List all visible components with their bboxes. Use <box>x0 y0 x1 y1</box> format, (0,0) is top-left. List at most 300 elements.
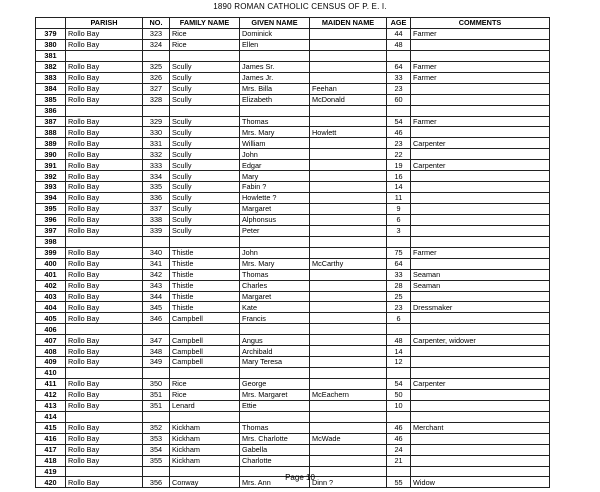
cell-age: 3 <box>387 225 411 236</box>
cell-number: 352 <box>143 422 170 433</box>
cell-line-number: 381 <box>36 50 66 61</box>
cell-parish <box>66 236 143 247</box>
table-row <box>36 379 550 390</box>
cell-age: 24 <box>387 444 411 455</box>
document-title: 1890 ROMAN CATHOLIC CENSUS OF P. E. I. <box>213 2 387 11</box>
cell-parish: Rollo Bay <box>66 346 143 357</box>
cell-line-number: 386 <box>36 105 66 116</box>
cell-family-name: Thistle <box>170 269 240 280</box>
cell-age <box>387 105 411 116</box>
cell-comments <box>411 214 550 225</box>
table-row <box>36 368 550 379</box>
cell-number: 342 <box>143 269 170 280</box>
cell-number <box>143 50 170 61</box>
cell-parish: Rollo Bay <box>66 269 143 280</box>
cell-parish <box>66 50 143 61</box>
cell-number: 350 <box>143 379 170 390</box>
cell-number: 338 <box>143 214 170 225</box>
column-header-comments: COMMENTS <box>411 18 550 29</box>
cell-given-name: Alphonsus <box>240 214 310 225</box>
cell-line-number: 404 <box>36 302 66 313</box>
cell-family-name: Scully <box>170 116 240 127</box>
table-row <box>36 258 550 269</box>
cell-comments: Farmer <box>411 72 550 83</box>
cell-given-name: Edgar <box>240 160 310 171</box>
cell-given-name: Gabella <box>240 444 310 455</box>
cell-family-name: Thistle <box>170 291 240 302</box>
cell-age: 60 <box>387 94 411 105</box>
cell-line-number: 416 <box>36 433 66 444</box>
cell-family-name: Thistle <box>170 247 240 258</box>
cell-line-number: 403 <box>36 291 66 302</box>
cell-number: 349 <box>143 357 170 368</box>
cell-given-name: Mrs. Ann <box>240 477 310 488</box>
cell-family-name: Campbell <box>170 335 240 346</box>
cell-line-number: 399 <box>36 247 66 258</box>
cell-comments <box>411 182 550 193</box>
cell-number: 344 <box>143 291 170 302</box>
cell-comments <box>411 444 550 455</box>
cell-line-number: 413 <box>36 400 66 411</box>
cell-maiden-name <box>310 400 387 411</box>
cell-maiden-name <box>310 236 387 247</box>
cell-comments <box>411 368 550 379</box>
cell-maiden-name: McCarthy <box>310 258 387 269</box>
cell-line-number: 418 <box>36 455 66 466</box>
table-row <box>36 83 550 94</box>
cell-number <box>143 411 170 422</box>
column-header-line-number <box>36 18 66 29</box>
cell-age: 28 <box>387 280 411 291</box>
cell-line-number: 417 <box>36 444 66 455</box>
cell-age: 12 <box>387 357 411 368</box>
cell-number: 336 <box>143 193 170 204</box>
cell-number: 324 <box>143 39 170 50</box>
cell-age <box>387 368 411 379</box>
cell-given-name <box>240 236 310 247</box>
cell-given-name: James Sr. <box>240 61 310 72</box>
cell-given-name: Thomas <box>240 422 310 433</box>
cell-line-number: 395 <box>36 204 66 215</box>
cell-comments: Farmer <box>411 29 550 40</box>
cell-parish <box>66 411 143 422</box>
cell-parish: Rollo Bay <box>66 116 143 127</box>
cell-maiden-name: Dinn ? <box>310 477 387 488</box>
cell-age: 54 <box>387 379 411 390</box>
cell-comments: Seaman <box>411 269 550 280</box>
cell-parish: Rollo Bay <box>66 149 143 160</box>
cell-comments: Dressmaker <box>411 302 550 313</box>
cell-maiden-name <box>310 116 387 127</box>
cell-parish: Rollo Bay <box>66 204 143 215</box>
cell-line-number: 391 <box>36 160 66 171</box>
cell-age: 21 <box>387 455 411 466</box>
cell-number <box>143 105 170 116</box>
cell-comments: Farmer <box>411 61 550 72</box>
cell-line-number: 414 <box>36 411 66 422</box>
cell-comments: Seaman <box>411 280 550 291</box>
cell-parish: Rollo Bay <box>66 302 143 313</box>
cell-number: 328 <box>143 94 170 105</box>
table-row <box>36 236 550 247</box>
cell-maiden-name: McEachern <box>310 389 387 400</box>
cell-comments: Carpenter, widower <box>411 335 550 346</box>
cell-comments <box>411 94 550 105</box>
column-header-given-name: GIVEN NAME <box>240 18 310 29</box>
cell-line-number: 408 <box>36 346 66 357</box>
column-header-number: NO. <box>143 18 170 29</box>
cell-maiden-name <box>310 193 387 204</box>
table-row <box>36 214 550 225</box>
cell-comments <box>411 455 550 466</box>
cell-family-name: Campbell <box>170 357 240 368</box>
table-row <box>36 182 550 193</box>
cell-maiden-name: Feehan <box>310 83 387 94</box>
cell-comments <box>411 400 550 411</box>
cell-given-name: John <box>240 247 310 258</box>
cell-given-name: Francis <box>240 313 310 324</box>
cell-maiden-name: McWade <box>310 433 387 444</box>
cell-comments <box>411 225 550 236</box>
cell-age: 64 <box>387 61 411 72</box>
cell-family-name <box>170 368 240 379</box>
cell-parish: Rollo Bay <box>66 160 143 171</box>
cell-family-name: Scully <box>170 225 240 236</box>
cell-comments: Carpenter <box>411 379 550 390</box>
cell-parish: Rollo Bay <box>66 455 143 466</box>
cell-age: 55 <box>387 477 411 488</box>
cell-given-name: Margaret <box>240 291 310 302</box>
cell-parish: Rollo Bay <box>66 291 143 302</box>
cell-age: 14 <box>387 346 411 357</box>
cell-maiden-name <box>310 346 387 357</box>
cell-line-number: 409 <box>36 357 66 368</box>
cell-line-number: 406 <box>36 324 66 335</box>
cell-given-name: Mary <box>240 171 310 182</box>
cell-family-name: Thistle <box>170 280 240 291</box>
cell-line-number: 394 <box>36 193 66 204</box>
cell-comments <box>411 411 550 422</box>
cell-line-number: 382 <box>36 61 66 72</box>
cell-parish <box>66 368 143 379</box>
cell-maiden-name <box>310 379 387 390</box>
cell-line-number: 419 <box>36 466 66 477</box>
cell-parish <box>66 324 143 335</box>
table-row <box>36 39 550 50</box>
cell-comments <box>411 50 550 61</box>
cell-age: 23 <box>387 138 411 149</box>
cell-age: 6 <box>387 313 411 324</box>
column-header-maiden-name: MAIDEN NAME <box>310 18 387 29</box>
cell-parish: Rollo Bay <box>66 29 143 40</box>
cell-family-name: Scully <box>170 182 240 193</box>
cell-parish: Rollo Bay <box>66 171 143 182</box>
cell-parish: Rollo Bay <box>66 379 143 390</box>
cell-age: 14 <box>387 182 411 193</box>
cell-parish <box>66 105 143 116</box>
cell-line-number: 385 <box>36 94 66 105</box>
cell-maiden-name <box>310 50 387 61</box>
cell-number: 345 <box>143 302 170 313</box>
cell-age: 46 <box>387 127 411 138</box>
cell-parish: Rollo Bay <box>66 138 143 149</box>
cell-given-name: Ettie <box>240 400 310 411</box>
table-row <box>36 127 550 138</box>
cell-family-name <box>170 324 240 335</box>
census-table <box>35 17 550 488</box>
cell-parish: Rollo Bay <box>66 433 143 444</box>
cell-given-name: Mrs. Margaret <box>240 389 310 400</box>
cell-line-number: 389 <box>36 138 66 149</box>
cell-number: 351 <box>143 389 170 400</box>
cell-number: 326 <box>143 72 170 83</box>
cell-line-number: 397 <box>36 225 66 236</box>
cell-number: 331 <box>143 138 170 149</box>
cell-number: 327 <box>143 83 170 94</box>
cell-maiden-name <box>310 214 387 225</box>
cell-number: 334 <box>143 171 170 182</box>
cell-number: 333 <box>143 160 170 171</box>
table-row <box>36 433 550 444</box>
cell-parish: Rollo Bay <box>66 422 143 433</box>
cell-given-name: Angus <box>240 335 310 346</box>
cell-given-name: Thomas <box>240 116 310 127</box>
cell-given-name <box>240 324 310 335</box>
cell-given-name: Dominick <box>240 29 310 40</box>
cell-number: 335 <box>143 182 170 193</box>
cell-line-number: 398 <box>36 236 66 247</box>
cell-maiden-name <box>310 368 387 379</box>
cell-maiden-name <box>310 455 387 466</box>
cell-family-name <box>170 105 240 116</box>
cell-age: 19 <box>387 160 411 171</box>
table-row <box>36 94 550 105</box>
cell-given-name <box>240 368 310 379</box>
table-row <box>36 280 550 291</box>
cell-family-name: Conway <box>170 477 240 488</box>
cell-comments <box>411 83 550 94</box>
table-row <box>36 29 550 40</box>
cell-parish: Rollo Bay <box>66 389 143 400</box>
cell-age: 25 <box>387 291 411 302</box>
cell-given-name: George <box>240 379 310 390</box>
cell-comments <box>411 291 550 302</box>
cell-maiden-name <box>310 313 387 324</box>
cell-age: 75 <box>387 247 411 258</box>
cell-age: 33 <box>387 269 411 280</box>
cell-age: 23 <box>387 302 411 313</box>
cell-given-name: Mrs. Charlotte <box>240 433 310 444</box>
cell-number: 329 <box>143 116 170 127</box>
cell-age: 50 <box>387 389 411 400</box>
cell-given-name <box>240 105 310 116</box>
table-row <box>36 455 550 466</box>
cell-line-number: 383 <box>36 72 66 83</box>
cell-age <box>387 324 411 335</box>
cell-line-number: 405 <box>36 313 66 324</box>
cell-age <box>387 411 411 422</box>
table-row <box>36 72 550 83</box>
cell-number <box>143 324 170 335</box>
cell-comments <box>411 346 550 357</box>
cell-maiden-name <box>310 138 387 149</box>
cell-maiden-name <box>310 39 387 50</box>
cell-age: 6 <box>387 214 411 225</box>
cell-family-name: Scully <box>170 171 240 182</box>
cell-family-name: Scully <box>170 160 240 171</box>
cell-maiden-name <box>310 149 387 160</box>
cell-parish: Rollo Bay <box>66 258 143 269</box>
cell-number: 356 <box>143 477 170 488</box>
cell-maiden-name <box>310 280 387 291</box>
cell-line-number: 412 <box>36 389 66 400</box>
cell-maiden-name <box>310 422 387 433</box>
cell-number: 325 <box>143 61 170 72</box>
cell-maiden-name <box>310 411 387 422</box>
page-number: Page 10 <box>285 473 315 482</box>
cell-family-name: Scully <box>170 83 240 94</box>
cell-number: 343 <box>143 280 170 291</box>
cell-age: 64 <box>387 258 411 269</box>
cell-number: 330 <box>143 127 170 138</box>
table-row <box>36 204 550 215</box>
cell-maiden-name <box>310 105 387 116</box>
cell-comments: Farmer <box>411 116 550 127</box>
cell-line-number: 401 <box>36 269 66 280</box>
cell-given-name: Archibald <box>240 346 310 357</box>
cell-number: 332 <box>143 149 170 160</box>
cell-age: 46 <box>387 422 411 433</box>
cell-given-name: Kate <box>240 302 310 313</box>
cell-family-name <box>170 411 240 422</box>
cell-number: 355 <box>143 455 170 466</box>
cell-age: 48 <box>387 39 411 50</box>
table-row <box>36 61 550 72</box>
cell-family-name: Scully <box>170 72 240 83</box>
cell-comments: Carpenter <box>411 160 550 171</box>
cell-maiden-name <box>310 324 387 335</box>
cell-number: 351 <box>143 400 170 411</box>
cell-maiden-name <box>310 291 387 302</box>
table-row <box>36 389 550 400</box>
table-row <box>36 105 550 116</box>
cell-given-name <box>240 50 310 61</box>
cell-maiden-name <box>310 335 387 346</box>
cell-family-name: Campbell <box>170 346 240 357</box>
cell-number: 337 <box>143 204 170 215</box>
table-row <box>36 400 550 411</box>
cell-parish: Rollo Bay <box>66 72 143 83</box>
table-row <box>36 149 550 160</box>
cell-age: 10 <box>387 400 411 411</box>
cell-comments <box>411 204 550 215</box>
cell-line-number: 402 <box>36 280 66 291</box>
table-header-row <box>36 18 550 29</box>
cell-maiden-name <box>310 182 387 193</box>
cell-age: 16 <box>387 171 411 182</box>
cell-given-name: Peter <box>240 225 310 236</box>
cell-comments: Widow <box>411 477 550 488</box>
table-row <box>36 171 550 182</box>
table-row <box>36 50 550 61</box>
cell-line-number: 400 <box>36 258 66 269</box>
cell-given-name: Fabin ? <box>240 182 310 193</box>
cell-line-number: 396 <box>36 214 66 225</box>
cell-parish: Rollo Bay <box>66 477 143 488</box>
cell-parish: Rollo Bay <box>66 247 143 258</box>
table-row <box>36 335 550 346</box>
cell-family-name: Thistle <box>170 302 240 313</box>
cell-number <box>143 236 170 247</box>
table-row <box>36 444 550 455</box>
table-row <box>36 193 550 204</box>
cell-comments: Carpenter <box>411 138 550 149</box>
table-row <box>36 225 550 236</box>
cell-number: 323 <box>143 29 170 40</box>
cell-maiden-name <box>310 269 387 280</box>
cell-line-number: 380 <box>36 39 66 50</box>
cell-comments: Farmer <box>411 247 550 258</box>
cell-age: 54 <box>387 116 411 127</box>
cell-maiden-name: McDonald <box>310 94 387 105</box>
cell-parish: Rollo Bay <box>66 94 143 105</box>
cell-comments <box>411 171 550 182</box>
cell-comments <box>411 357 550 368</box>
cell-line-number: 420 <box>36 477 66 488</box>
cell-family-name: Campbell <box>170 313 240 324</box>
cell-comments <box>411 258 550 269</box>
cell-family-name: Rice <box>170 39 240 50</box>
cell-line-number: 407 <box>36 335 66 346</box>
table-row <box>36 247 550 258</box>
cell-family-name: Kickham <box>170 444 240 455</box>
cell-maiden-name <box>310 72 387 83</box>
cell-family-name: Kickham <box>170 422 240 433</box>
cell-number: 354 <box>143 444 170 455</box>
cell-number <box>143 368 170 379</box>
cell-maiden-name <box>310 444 387 455</box>
cell-given-name: Howlette ? <box>240 193 310 204</box>
cell-age: 44 <box>387 29 411 40</box>
cell-given-name: Ellen <box>240 39 310 50</box>
cell-family-name: Scully <box>170 204 240 215</box>
cell-given-name: Thomas <box>240 269 310 280</box>
column-header-age: AGE <box>387 18 411 29</box>
cell-given-name: Charles <box>240 280 310 291</box>
cell-line-number: 387 <box>36 116 66 127</box>
cell-family-name <box>170 236 240 247</box>
cell-line-number: 415 <box>36 422 66 433</box>
cell-maiden-name <box>310 225 387 236</box>
cell-maiden-name <box>310 302 387 313</box>
cell-line-number: 410 <box>36 368 66 379</box>
cell-maiden-name: Howlett <box>310 127 387 138</box>
cell-comments <box>411 39 550 50</box>
table-row <box>36 324 550 335</box>
table-row <box>36 302 550 313</box>
cell-parish: Rollo Bay <box>66 61 143 72</box>
cell-given-name: James Jr. <box>240 72 310 83</box>
cell-comments <box>411 105 550 116</box>
table-row <box>36 160 550 171</box>
table-row <box>36 291 550 302</box>
cell-maiden-name <box>310 160 387 171</box>
cell-number: 340 <box>143 247 170 258</box>
cell-family-name: Scully <box>170 149 240 160</box>
cell-parish: Rollo Bay <box>66 83 143 94</box>
column-header-family-name: FAMILY NAME <box>170 18 240 29</box>
cell-maiden-name <box>310 357 387 368</box>
